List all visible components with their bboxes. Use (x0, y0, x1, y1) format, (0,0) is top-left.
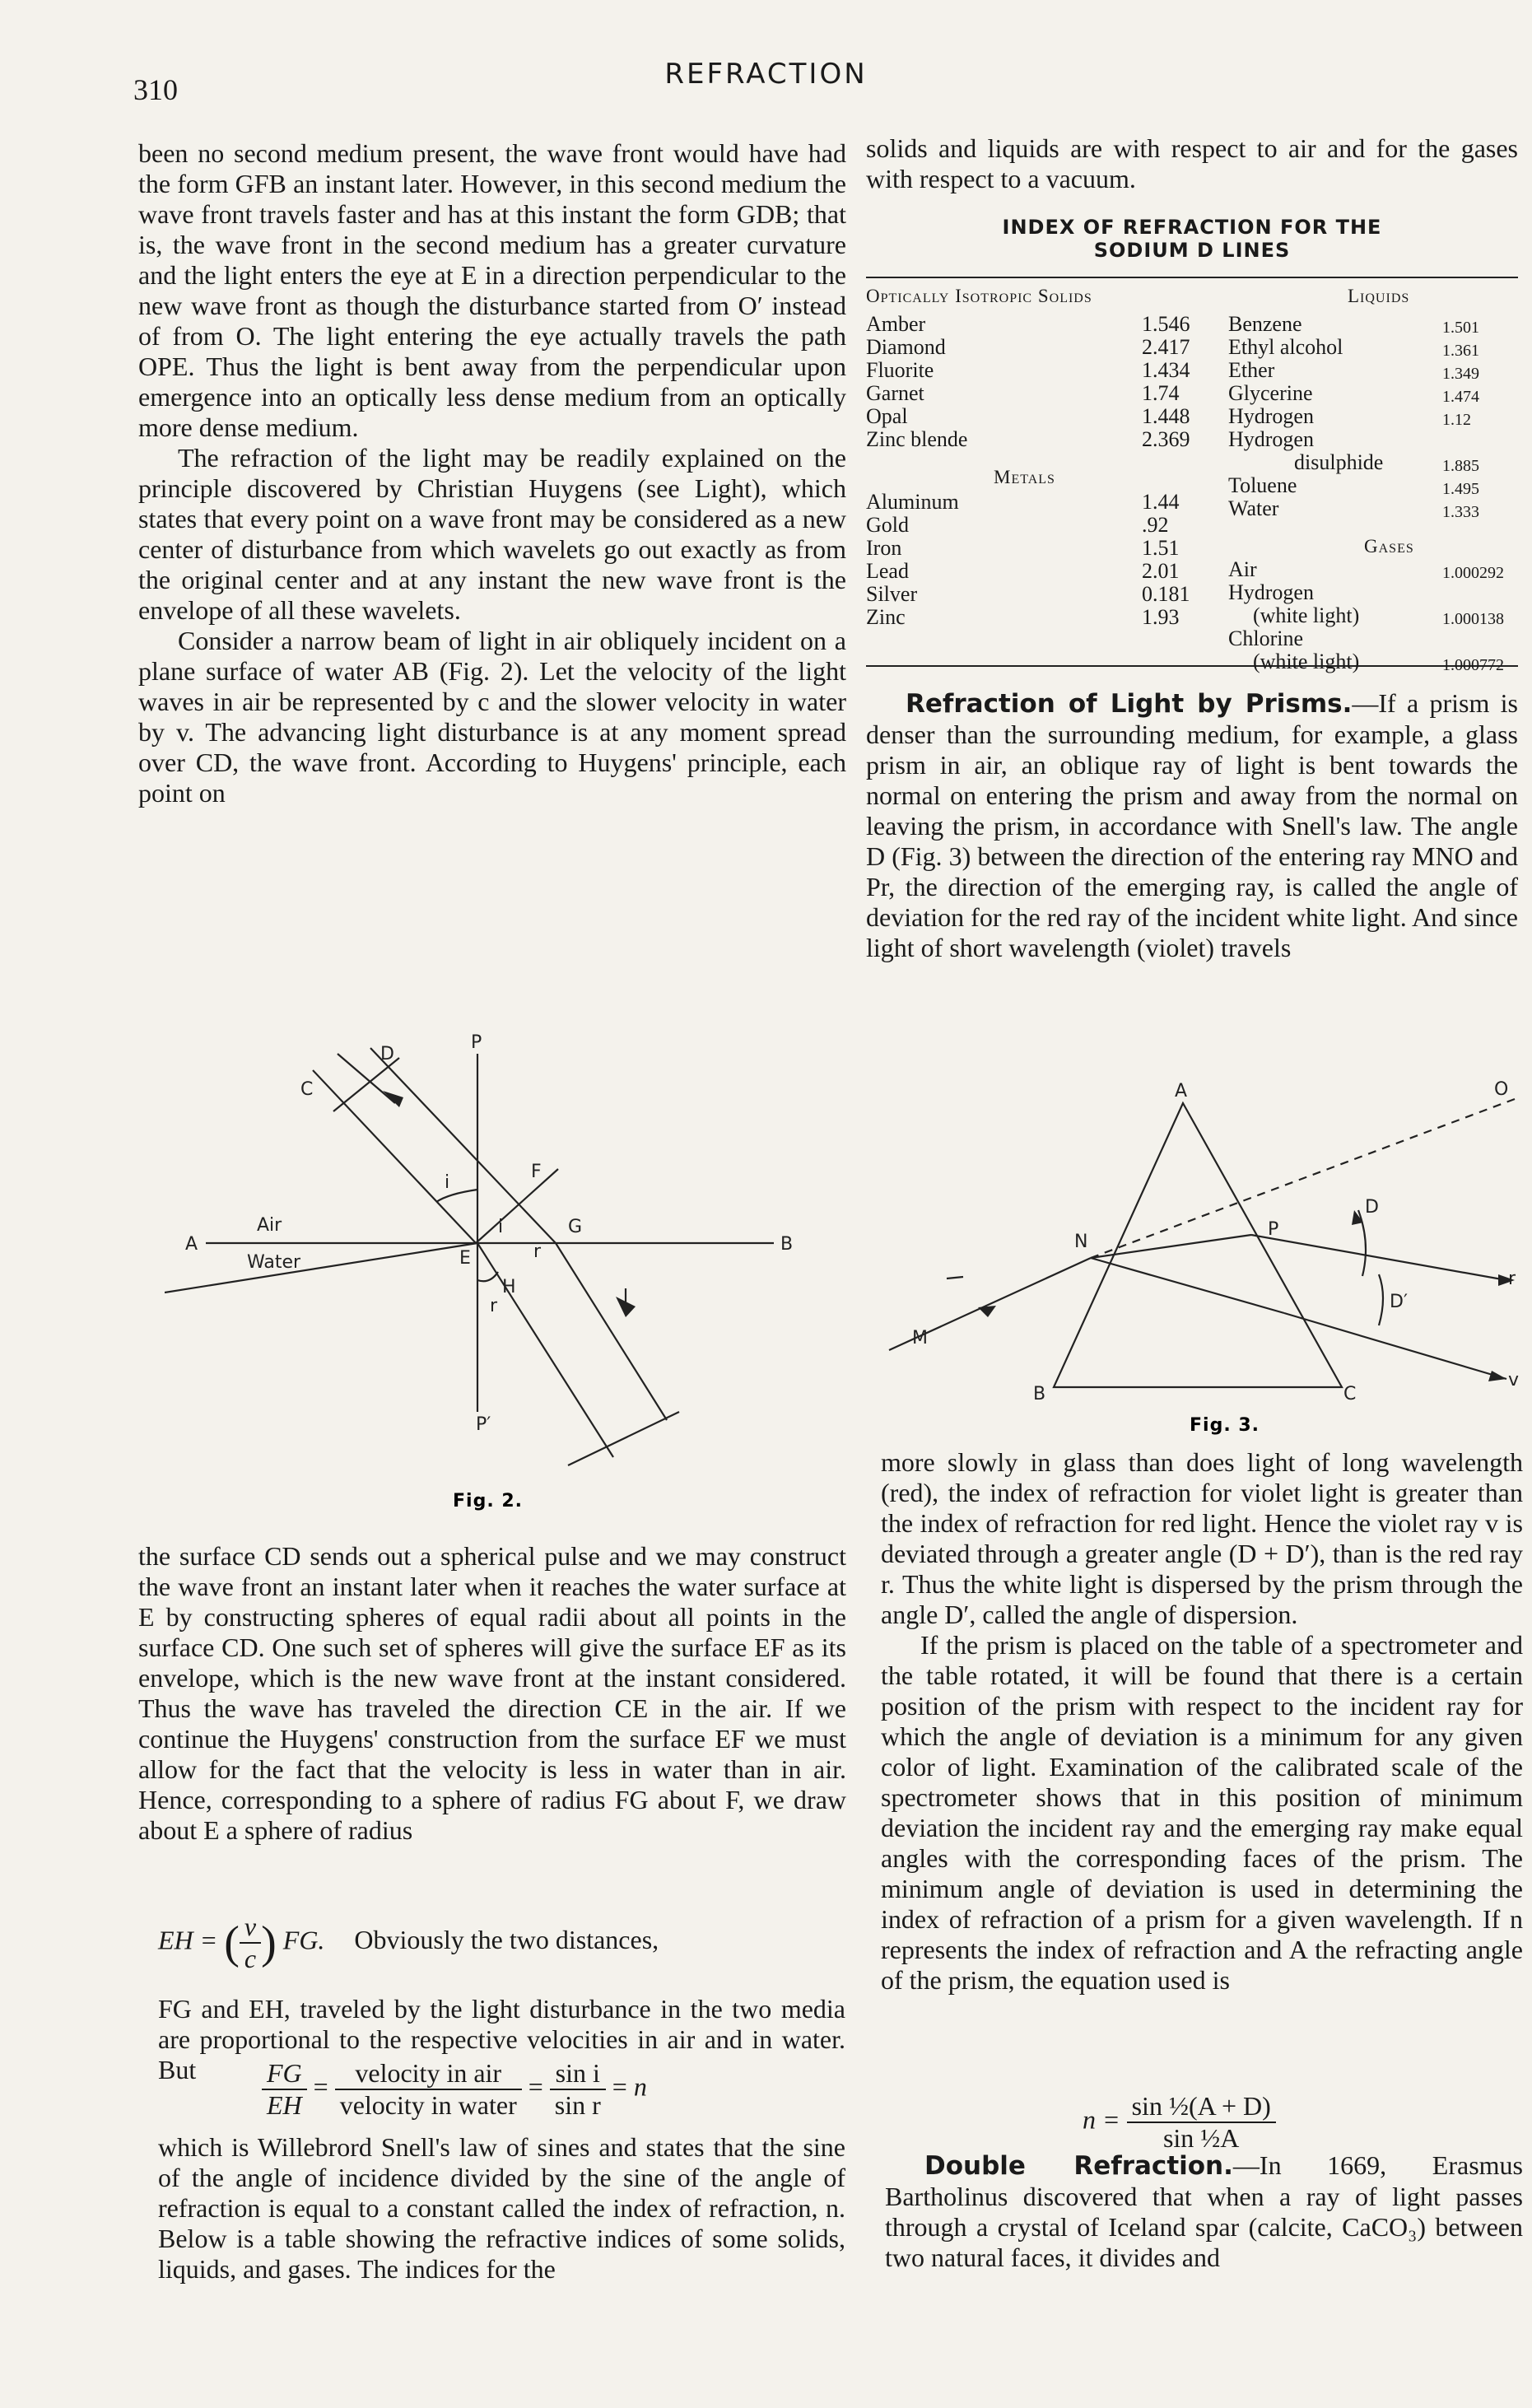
gas-name: Hydrogen (1228, 580, 1314, 604)
solid-value: 2.369 (1142, 427, 1190, 451)
fig3-label-o: O (1494, 1079, 1509, 1100)
table-title (866, 216, 1518, 262)
table-title-line1: INDEX OF REFRACTION FOR THE (1002, 216, 1382, 239)
eq3-lhs: n = (1083, 2104, 1120, 2135)
extended-ray (1091, 1099, 1515, 1258)
fig3-label-r: r (1508, 1269, 1516, 1289)
solid-name: Diamond (866, 335, 946, 359)
liquid-name: Toluene (1228, 473, 1297, 497)
equation-snell: $\frac{FG}{EH}$ = $\frac{\text{velocity in air}}{\text{velocity in water}}$ = $\frac{\text{sin i}}{\text{sin r}}$ = n (262, 2058, 647, 2121)
fig2-label-g: G (568, 1217, 583, 1237)
solid-value: 1.434 (1142, 358, 1190, 382)
liquid-value: 1.333 (1442, 503, 1479, 521)
figure-2-diagram (165, 1008, 823, 1519)
solid-name: Fluorite (866, 358, 934, 382)
liquid-name: Hydrogen (1228, 404, 1314, 428)
gas-name: (white light) (1253, 603, 1360, 627)
fig2-label-water: Water (247, 1252, 301, 1273)
metal-value: 1.51 (1142, 536, 1180, 560)
liquid-value: 1.474 (1442, 388, 1479, 406)
liquid-name: Glycerine (1228, 381, 1313, 405)
eq2-b-num: velocity in air (335, 2058, 522, 2090)
table-head-solids: Optically Isotropic Solids (866, 286, 1092, 306)
page-number: 310 (133, 73, 178, 106)
gas-name: Chlorine (1228, 626, 1303, 650)
paragraph-solids-liquids: solids and liquids are with respect to air and for the gases with respect to a vacuum. (866, 133, 1518, 193)
metal-name: Lead (866, 559, 909, 583)
fig3-label-b: B (1033, 1384, 1046, 1404)
left-column-p6 (158, 2132, 845, 2285)
eq3-den: sin ½A (1162, 2123, 1240, 2153)
equation-eh: EH = ( $\frac{v}{c}$ ) FG. Obviously the two distances, (158, 1912, 659, 1973)
paragraph-fg-eh: FG and EH, traveled by the light disturbance in the two media are proportional to the respective velocities in air and in water. But (158, 1994, 845, 2084)
refraction-index-table (866, 277, 1518, 674)
solid-name: Opal (866, 404, 908, 428)
gas-name: Air (1228, 557, 1257, 581)
eq1-lhs: EH = (158, 1925, 218, 1955)
solid-name: Zinc blende (866, 427, 968, 451)
fig2-label-h: H (502, 1277, 516, 1297)
gas-value: 1.000772 (1442, 656, 1504, 674)
metal-name: Iron (866, 536, 902, 560)
left-column-bottom (138, 1541, 846, 1846)
metal-name: Aluminum (866, 490, 959, 514)
paragraph-huygens: The refraction of the light may be readily explained on the principle discovered by Christian Huygens (see Light), which states that every point on a wave front may be considered as a new center of disturbance from which wavelets go out exactly as from the original center and at any instant the new wave front is the envelope of all these wavelets. (138, 443, 846, 625)
eq2-b-den: velocity in water (339, 2090, 517, 2120)
eq2-result: n (633, 2071, 647, 2102)
liquid-name: Ether (1228, 358, 1275, 382)
fig3-caption: Fig. 3. (1190, 1415, 1260, 1436)
fig3-label-d-prime: D′ (1390, 1292, 1408, 1312)
fig2-label-f: F (531, 1162, 542, 1182)
eq2-a-num: FG (262, 2058, 307, 2090)
eq2-c-num: sin i (550, 2058, 606, 2090)
paragraph-prisms (866, 688, 1518, 963)
fig2-label-r: r (533, 1241, 542, 1262)
heading-prisms: Refraction of Light by Prisms. (906, 689, 1353, 719)
eq1-rhs: FG. (282, 1925, 325, 1955)
paragraph-dispersion: more slowly in glass than does light of long wavelength (red), the index of refraction for violet light is greater than the index of refraction for red light. Hence the violet ray v is deviated through a greater angle (D + D′), than is the red ray r. Thus the white light is dispersed by the prism through the angle D′, called the angle of dispersion. (881, 1447, 1523, 1629)
arrow-incident (383, 1091, 403, 1107)
equation-prism (1083, 2091, 1276, 2154)
metal-value: .92 (1142, 513, 1169, 537)
emergent-violet (1284, 1313, 1506, 1379)
paragraph-narrow-beam: Consider a narrow beam of light in air obliquely incident on a plane surface of water AB (Fig. 2). Let the velocity of the light waves in air be represented by c and the slower velocity in water by v. The advancing light disturbance is at any moment spread over CD, the wave front. According to Huygens' principle, each point on (138, 626, 846, 808)
fig3-label-p: P (1268, 1219, 1279, 1240)
fig3-label-d: D (1365, 1197, 1379, 1218)
fig2-label-e: E (459, 1248, 471, 1269)
paragraph-surface-cd: the surface CD sends out a spherical pulse and we may construct the wave front an instant later when it reaches the water surface at E by constructing spheres of equal radii about all points in the surface CD. One such set of spheres will give the surface EF as its envelope, which is the new wave front at the instant considered. Thus the wave has traveled the direction CE in the air. If we continue the Huygens' construction from the surface EF we must allow for the fact that the velocity is less in water than in air. Hence, corresponding to a sphere of radius FG about F, we draw about E a sphere of radius (138, 1541, 846, 1845)
solid-value: 1.448 (1142, 404, 1190, 428)
liquid-name: Water (1228, 496, 1279, 520)
metal-name: Silver (866, 582, 918, 606)
fig3-label-m: M (912, 1328, 928, 1348)
fig2-label-i-top: i (445, 1172, 450, 1193)
fig2-label-c: C (300, 1079, 314, 1100)
liquid-value: 1.495 (1442, 480, 1479, 498)
metal-value: 1.44 (1142, 490, 1180, 514)
metal-name: Gold (866, 513, 909, 537)
fig3-label-v: v (1508, 1370, 1520, 1390)
paragraph-snell-law: which is Willebrord Snell's law of sines and states that the sine of the angle of incidence divided by the sine of the angle of refraction is equal to a constant called the index of refraction, n. Below is a table showing the refractive indices of some solids, liquids, and gases. The indices for the (158, 2132, 845, 2284)
paragraph-double-refraction (885, 2150, 1523, 2273)
liquid-name: disulphide (1294, 450, 1384, 474)
eq1-tail: Obviously the two distances, (354, 1925, 659, 1955)
fig3-label-n: N (1074, 1232, 1088, 1252)
eq1-num: v (240, 1912, 261, 1944)
eq2-a-den: EH (267, 2090, 302, 2120)
fig2-label-a: A (185, 1234, 198, 1255)
eq2-c-den: sin r (554, 2090, 601, 2120)
figure-3-diagram (873, 1078, 1523, 1437)
refracted-red (1091, 1235, 1251, 1258)
double-refraction-text: —In 1669, Erasmus Bartholinus discovered that when a ray of light passes through a crystal of Iceland spar (calcite, CaCO₃) between two natural faces, it divides and (885, 2150, 1523, 2272)
metal-value: 2.01 (1142, 559, 1180, 583)
fig3-label-a: A (1175, 1081, 1188, 1102)
eq1-den: c (244, 1944, 257, 1973)
liquid-name: Benzene (1228, 312, 1302, 336)
fig2-label-i-bottom: i (498, 1217, 504, 1237)
fig2-label-air: Air (257, 1215, 282, 1236)
metal-value: 0.181 (1142, 582, 1190, 606)
liquid-name: Hydrogen (1228, 427, 1314, 451)
metal-name: Zinc (866, 605, 906, 629)
liquid-value: 1.361 (1442, 342, 1479, 360)
fig2-label-p: P (471, 1032, 482, 1053)
liquid-value: 1.885 (1442, 457, 1479, 475)
liquid-value: 1.501 (1442, 319, 1479, 337)
gas-name: (white light) (1253, 650, 1360, 673)
prisms-text: —If a prism is denser than the surrounding medium, for example, a glass prism in air, an oblique ray of light is bent towards the normal on entering the prism and away from the normal on leaving the prism, in accordance with Snell's law. The angle D (Fig. 3) between the direction of the entering ray MNO and Pr, the direction of the emerging ray, is called the angle of deviation for the red ray of the incident white light. And since light of short wavelength (violet) travels (866, 688, 1519, 962)
solid-value: 1.74 (1142, 381, 1180, 405)
fig2-label-p-prime: P′ (476, 1414, 491, 1435)
fig2-label-d: D (380, 1044, 394, 1064)
heading-double-refraction: Double Refraction. (924, 2151, 1233, 2181)
metal-value: 1.93 (1142, 605, 1180, 629)
fig2-label-r2: r (490, 1296, 498, 1316)
table-title-line2: SODIUM D LINES (1093, 239, 1291, 262)
left-column-top (138, 138, 846, 808)
solid-name: Garnet (866, 381, 924, 405)
running-title: REFRACTION (664, 58, 868, 91)
right-column-middle (881, 1447, 1523, 1996)
prism-triangle (1054, 1103, 1342, 1387)
liquid-value: 1.349 (1442, 365, 1479, 383)
fig2-label-b: B (780, 1234, 794, 1255)
fig2-caption: Fig. 2. (453, 1491, 523, 1511)
right-column-bottom (885, 2150, 1523, 2273)
gas-value: 1.000292 (1442, 564, 1504, 582)
right-column-top (866, 133, 1518, 963)
solid-name: Amber (866, 312, 926, 336)
paragraph-continued: been no second medium present, the wave front would have had the form GFB an instant later. However, in this second medium the wave front travels faster and has at this instant the form GDB; that is, the wave front in the second medium has a greater curvature and the light enters the eye at E in a direction perpendicular to the new wave front as though the disturbance started from O′ instead of from O. The light entering the eye actually travels the path OPE. Thus the light is bent away from the perpendicular upon emergence into an optically less dense medium from an optically more dense medium. (138, 138, 846, 442)
eq3-num: sin ½(A + D) (1127, 2091, 1276, 2123)
liquid-value: 1.12 (1442, 411, 1471, 429)
table-head-gases: Gases (1364, 536, 1414, 557)
gas-value: 1.000138 (1442, 610, 1504, 628)
paragraph-spectrometer: If the prism is placed on the table of a spectrometer and the table rotated, it will be found that there is a certain position of the prism with respect to the incident ray for which the angle of deviation is a minimum for any given color of light. Examination of the calibrated scale of the spectrometer shows that in this position of minimum deviation the incident ray and the emerging ray make equal angles with the corresponding faces of the prism. The minimum angle of deviation is used in determining the index of refraction of a prism for a given wavelength. If n represents the index of refraction and A the refracting angle of the prism, the equation used is (881, 1630, 1523, 1995)
fig3-label-c: C (1343, 1384, 1357, 1404)
table-head-metals: Metals (994, 467, 1055, 487)
table-head-liquids: Liquids (1348, 286, 1410, 306)
solid-value: 2.417 (1142, 335, 1190, 359)
liquid-name: Ethyl alcohol (1228, 335, 1343, 359)
solid-value: 1.546 (1142, 312, 1190, 336)
emergent-red (1251, 1235, 1506, 1280)
